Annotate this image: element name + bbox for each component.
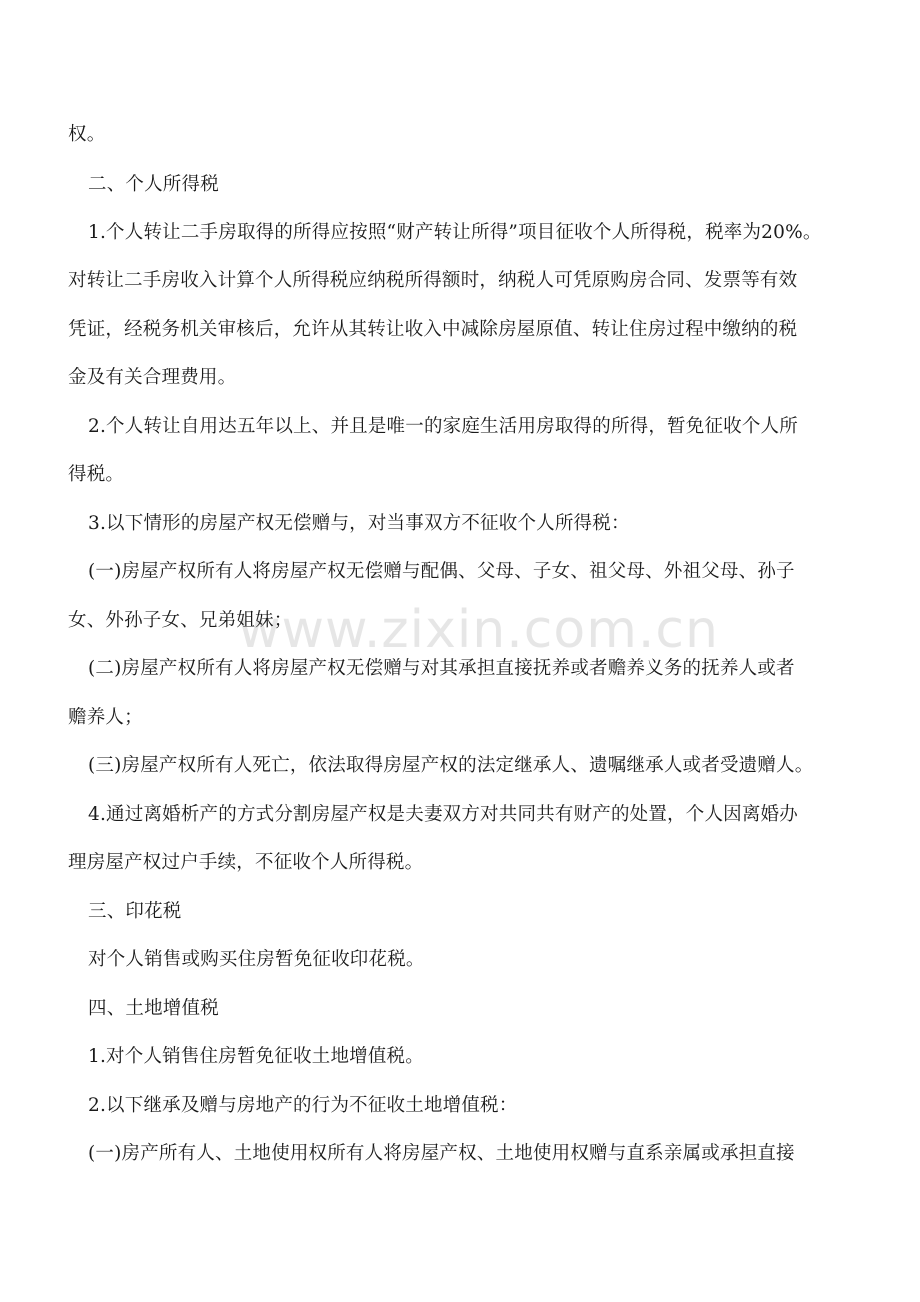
section-heading-stamp-tax: 三、印花税 [88,901,182,922]
watermark: www.zixin.com.cn [238,600,719,660]
paragraph-line: (一)房屋产权所有人将房屋产权无偿赠与配偶、父母、子女、祖父母、外祖父母、孙子 [88,561,795,582]
paragraph-line: 赡养人； [68,707,143,728]
paragraph-line: 对转让二手房收入计算个人所得税应纳税所得额时，纳税人可凭原购房合同、发票等有效 [68,270,798,291]
paragraph-line: 女、外孙子女、兄弟姐妹； [68,610,293,631]
paragraph-line: 1.个人转让二手房取得的所得应按照“财产转让所得”项目征收个人所得税，税率为20%。 [88,222,822,243]
paragraph-line: 得税。 [68,464,125,485]
paragraph-line: (二)房屋产权所有人将房屋产权无偿赠与对其承担直接抚养或者赡养义务的抚养人或者 [88,658,795,679]
section-heading-individual-income-tax: 二、个人所得税 [88,174,219,195]
paragraph-line: 1.对个人销售住房暂免征收土地增值税。 [88,1046,424,1067]
paragraph-line: 3.以下情形的房屋产权无偿赠与，对当事双方不征收个人所得税： [88,513,630,534]
paragraph-line: 2.以下继承及赠与房地产的行为不征收土地增值税： [88,1095,518,1116]
paragraph-line: (一)房产所有人、土地使用权所有人将房屋产权、土地使用权赠与直系亲属或承担直接 [88,1143,795,1164]
paragraph-line: 金及有关合理费用。 [68,367,237,388]
paragraph-line: 2.个人转让自用达五年以上、并且是唯一的家庭生活用房取得的所得，暂免征收个人所 [88,416,798,437]
paragraph-line: 对个人销售或购买住房暂免征收印花税。 [88,949,425,970]
paragraph-line: (三)房屋产权所有人死亡，依法取得房屋产权的法定继承人、遗嘱继承人或者受遗赠人。 [88,755,814,776]
paragraph-line: 4.通过离婚析产的方式分割房屋产权是夫妻双方对共同共有财产的处置，个人因离婚办 [88,804,798,825]
section-heading-land-value-added-tax: 四、土地增值税 [88,998,219,1019]
paragraph-line: 凭证，经税务机关审核后，允许从其转让收入中减除房屋原值、转让住房过程中缴纳的税 [68,319,798,340]
paragraph-line: 理房屋产权过户手续，不征收个人所得税。 [68,852,424,873]
paragraph-line: 权。 [68,124,106,145]
